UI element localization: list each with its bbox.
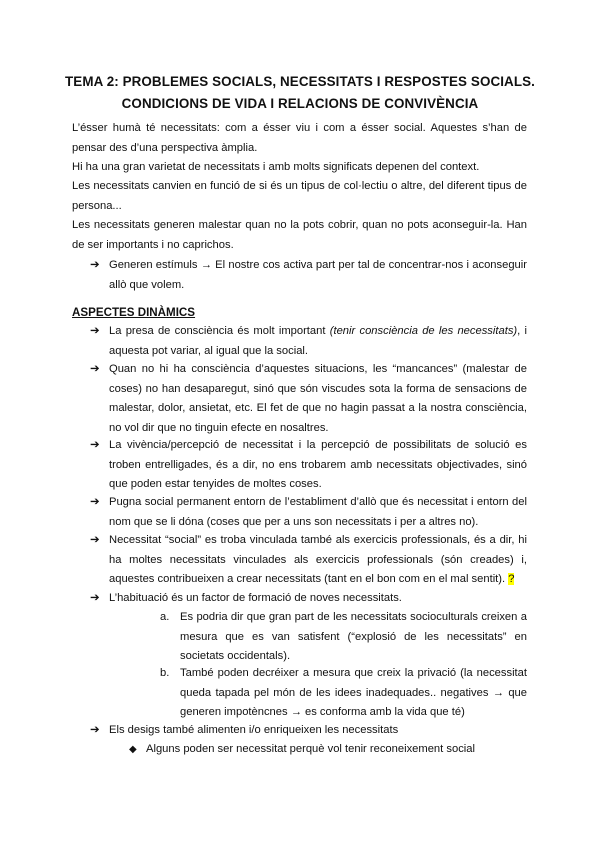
intro-paragraph-4: Les necessitats generen malestar quan no la pots cobrir, quan no pots aconseguir-la. Han de ser importants i no caprichos. xyxy=(72,219,527,251)
bullet-7: Els desigs també alimenten i/o enriqueixen les necessitats xyxy=(109,724,399,736)
bullet-1-italic: (tenir consciència de les necessitats) xyxy=(329,325,518,337)
arrow-bullet-icon: ➔ xyxy=(90,496,100,508)
title-line-2: CONDICIONS DE VIDA I RELACIONS DE CONVIVÈNCIA xyxy=(121,96,479,111)
bullet-6: L’habituació és un factor de formació de noves necessitats. xyxy=(109,592,402,604)
diamond-bullet-icon: ◆ xyxy=(129,744,137,755)
section-heading: ASPECTES DINÀMICS xyxy=(72,306,196,319)
bullet-1-text: La presa de consciència és molt important xyxy=(109,325,330,337)
bullet-3: La vivència/percepció de necessitat i la percepció de possibilitats de solució es troben entrelligades, és a dir, no ens trobarem amb necessitats objectivades, sinó que poden estar tenyides de moltes coses. xyxy=(109,439,527,490)
sub-item-b: També poden decréixer a mesura que creix la privació (la necessitat queda tapada pel món de les idees inadequades.. negatives → que generen impotèncnes → es conforma amb la vida que té) xyxy=(180,667,527,718)
intro-bullet: Generen estímuls → El nostre cos activa part per tal de concentrar-nos i aconseguir allò que volem. xyxy=(109,259,527,291)
sub-item-a: Es podria dir que gran part de les necessitats socioculturals creixen a mesura que es van satisfent (“explosió de les necessitats” en societats occidentals). xyxy=(180,611,527,662)
arrow-bullet-icon: ➔ xyxy=(90,439,100,451)
sub-label-b: b. xyxy=(160,667,170,679)
arrow-bullet-icon: ➔ xyxy=(90,363,100,375)
bullet-1-tail: , i aquesta pot variar, al igual que la social. xyxy=(109,325,528,357)
bullet-4: Pugna social permanent entorn de l’establiment d’allò que és necessitat i entorn del nom que se li dóna (coses que per a uns son necessitats i per a altres no). xyxy=(109,496,527,528)
arrow-bullet-icon: ➔ xyxy=(90,592,100,604)
bullet-7-sub: Alguns poden ser necessitat perquè vol tenir reconeixement social xyxy=(146,743,475,755)
highlighted-question-mark: ? xyxy=(508,573,515,585)
sub-label-a: a. xyxy=(160,611,170,623)
bullet-5-text: Necessitat “social” es troba vinculada també als exercicis professionals, és a dir, hi ha moltes necessitats vinculades als exercicis professionals (són creades) i, aquestes contribueixen a crear necessitats (tant en el bon com en el mal sentit). xyxy=(109,534,527,585)
bullet-5 xyxy=(109,531,527,590)
title-line-1: TEMA 2: PROBLEMES SOCIALS, NECESSITATS I RESPOSTES SOCIALS. xyxy=(65,74,535,89)
intro-paragraph-1: L’ésser humà té necessitats: com a ésser viu i com a ésser social. Aquestes s’han de pensar des d’una perspectiva àmplia. xyxy=(72,122,527,154)
intro-paragraph-3: Les necessitats canvien en funció de si és un tipus de col·lectiu o altre, del diferent tipus de persona... xyxy=(72,180,527,212)
bullet-1 xyxy=(109,322,527,361)
arrow-bullet-icon: ➔ xyxy=(90,325,100,337)
arrow-bullet-icon: ➔ xyxy=(90,534,100,546)
arrow-bullet-icon: ➔ xyxy=(90,724,100,736)
bullet-2: Quan no hi ha consciència d’aquestes situacions, les “mancances” (malestar de coses) no han desaparegut, sinó que són viscudes sota la forma de sensacions de malestar, dolor, ansietat, etc. El fet de que no hagin passat a la nostra consciència, no vol dir que no tinguin efecte en nosaltres. xyxy=(109,363,527,434)
arrow-bullet-icon: ➔ xyxy=(90,259,100,271)
intro-paragraph-2: Hi ha una gran varietat de necessitats i amb molts significats depenen del context. xyxy=(72,161,480,173)
